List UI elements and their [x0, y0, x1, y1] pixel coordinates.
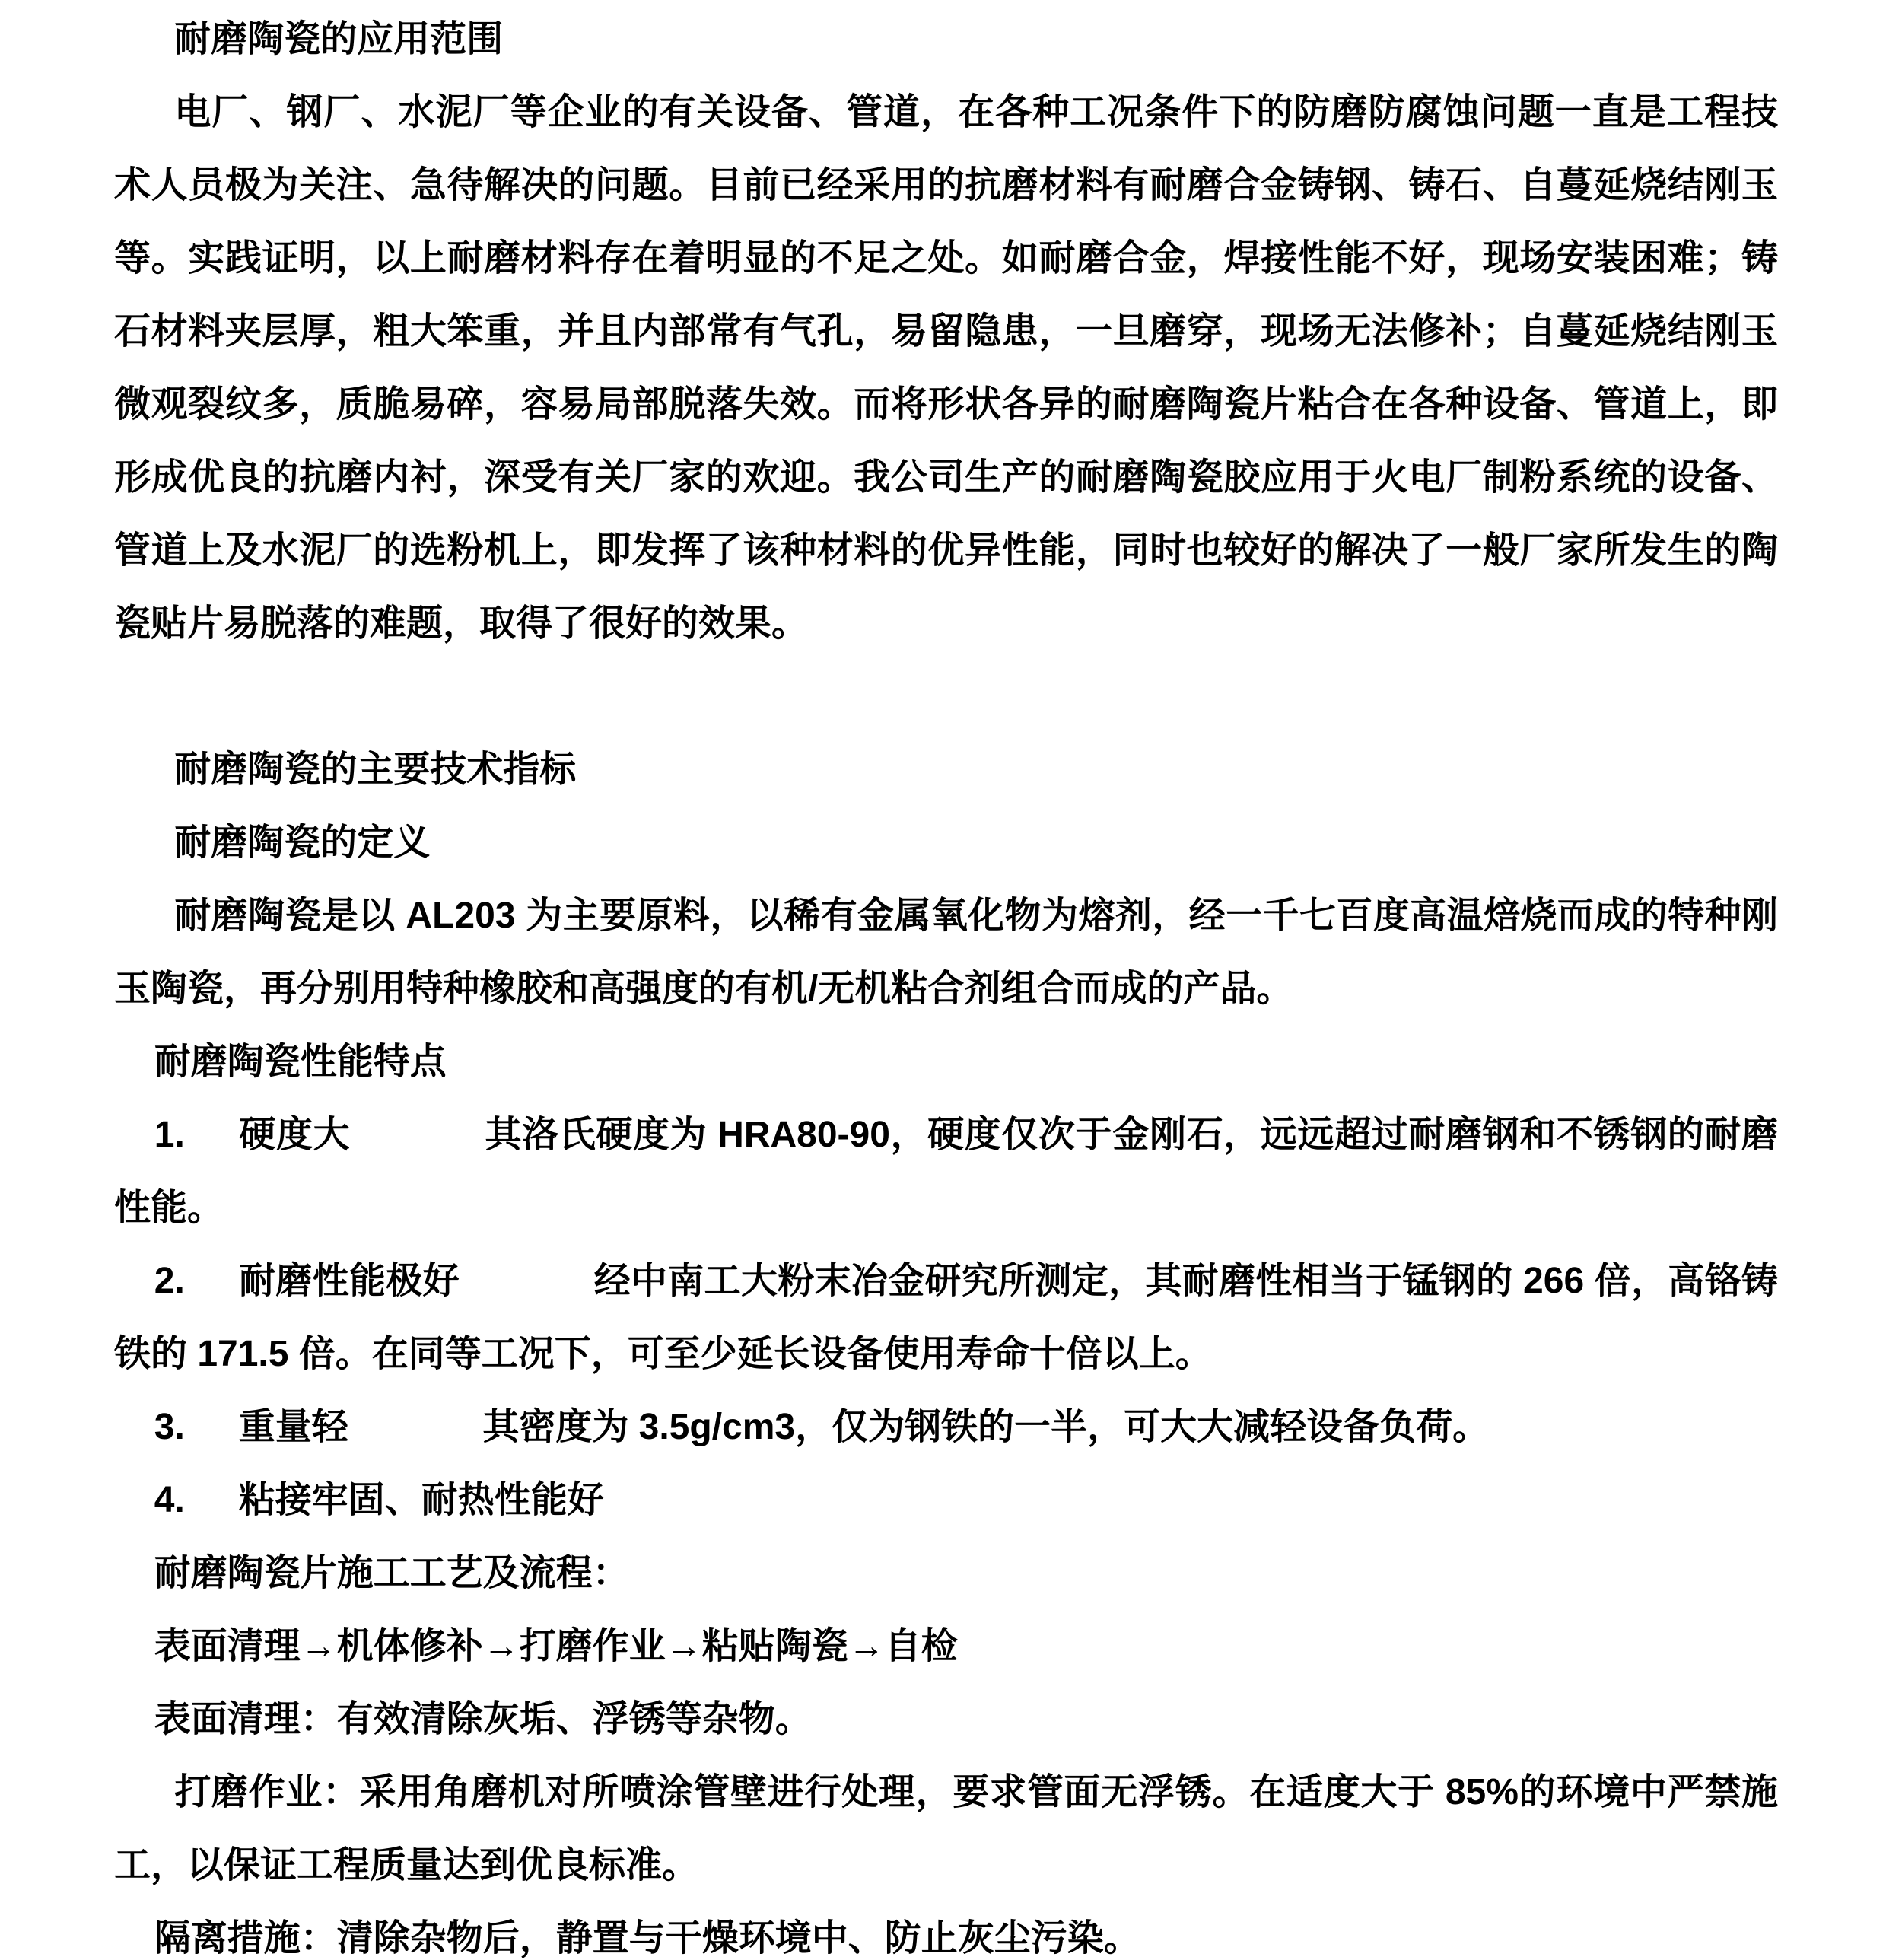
list-item-description: 其洛氏硬度为 HRA80-90，硬度仅次于金刚石，远远超过耐磨钢和不锈钢的耐磨性能。 [114, 1115, 1778, 1228]
paragraph-definition: 耐磨陶瓷是以 AL203 为主要原料，以稀有金属氧化物为熔剂，经一千七百度高温焙烧而成的特种刚玉陶瓷，再分别用特种橡胶和高强度的有机/无机粘合剂组合而成的产品。 [114, 896, 1778, 1009]
section-title-performance-features: 耐磨陶瓷性能特点 [154, 1042, 447, 1082]
section-title-application-scope: 耐磨陶瓷的应用范围 [174, 19, 504, 59]
list-item-number: 4. [154, 1480, 185, 1520]
list-item-number: 2. [154, 1261, 185, 1301]
list-item-description: 其密度为 3.5g/cm3，仅为钢铁的一半，可大大减轻设备负荷。 [482, 1407, 1490, 1447]
list-item-term: 耐磨性能极好 [239, 1261, 460, 1301]
list-item-term: 硬度大 [239, 1115, 351, 1155]
line-isolation-measures: 隔离措施：清除杂物后，静置与干燥环境中、防止灰尘污染。 [154, 1918, 1140, 1958]
list-item-wear-resistance [114, 1245, 1778, 1391]
list-item-term: 重量轻 [238, 1407, 348, 1447]
paragraph-grinding-operation: 打磨作业：采用角磨机对所喷涂管壁进行处理，要求管面无浮锈。在适度大于 85%的环境中严禁施工，以保证工程质量达到优良标准。 [114, 1772, 1778, 1885]
list-item-bonding-heat-resistance [114, 1464, 1778, 1537]
line-surface-cleaning: 表面清理：有效清除灰垢、浮锈等杂物。 [154, 1699, 812, 1739]
list-item-number: 3. [154, 1407, 185, 1447]
section-title-construction-process: 耐磨陶瓷片施工工艺及流程： [154, 1553, 629, 1593]
list-item-number: 1. [154, 1115, 185, 1155]
process-flow-line: 表面清理→机体修补→打磨作业→粘贴陶瓷→自检 [154, 1626, 958, 1666]
section-title-definition: 耐磨陶瓷的定义 [174, 822, 431, 863]
list-item-description: 经中南工大粉末冶金研究所测定，其耐磨性相当于锰钢的 266 倍，高铬铸铁的 171.5 倍。在同等工况下，可至少延长设备使用寿命十倍以上。 [114, 1261, 1779, 1374]
section-title-technical-specs: 耐磨陶瓷的主要技术指标 [174, 749, 577, 790]
paragraph-intro: 电厂、钢厂、水泥厂等企业的有关设备、管道，在各种工况条件下的防磨防腐蚀问题一直是工程技术人员极为关注、急待解决的问题。目前已经采用的抗磨材料有耐磨合金铸钢、铸石、自蔓延烧结刚玉等。实践证明，以上耐磨材料存在着明显的不足之处。如耐磨合金，焊接性能不好，现场安装困难；铸石材料夹层厚，粗大笨重，并且内部常有气孔，易留隐患，一旦磨穿，现场无法修补；自蔓延烧结刚玉微观裂纹多，质脆易碎，容易局部脱落失效。而将形状各异的耐磨陶瓷片粘合在各种设备、管道上，即形成优良的抗磨内衬，深受有关厂家的欢迎。我公司生产的耐磨陶瓷胶应用于火电厂制粉系统的设备、管道上及水泥厂的选粉机上，即发挥了该种材料的优异性能，同时也较好的解决了一般厂家所发生的陶瓷贴片易脱落的难题，取得了很好的效果。 [114, 92, 1778, 644]
list-item-light-weight [114, 1391, 1778, 1464]
list-item-hardness [114, 1099, 1778, 1245]
list-item-term: 粘接牢固、耐热性能好 [238, 1480, 604, 1520]
